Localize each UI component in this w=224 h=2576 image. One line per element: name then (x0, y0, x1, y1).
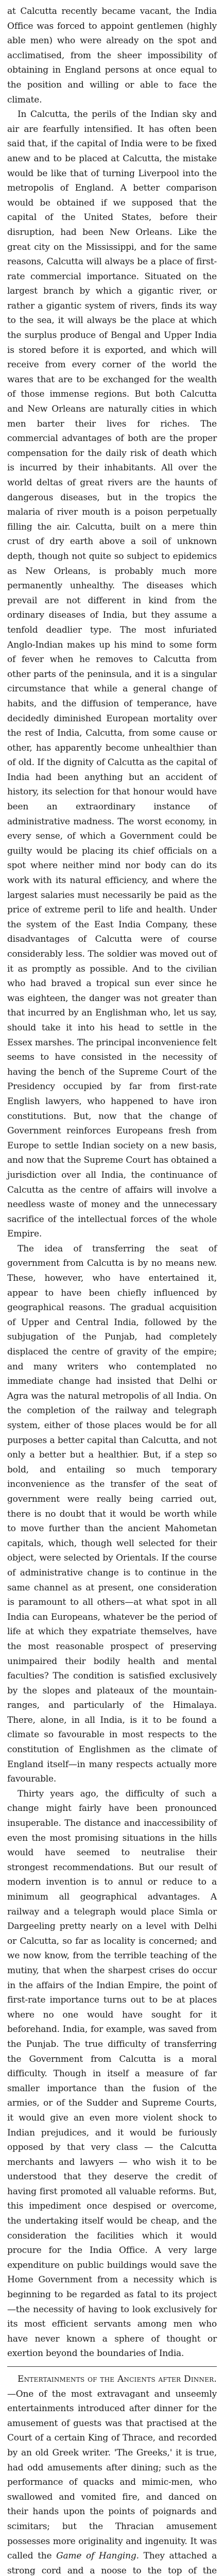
entertainments-heading: Entertainments of the Ancients after Dinner. (18, 2374, 217, 2384)
paragraph-1: at Calcutta recently became vacant, the India Office was forced to appoint gentlemen (highly able men) who were already on the spot and acclimatised, from the sheer impossibility of obtaining in England persons at once equal to the position and willing or able to face the climate. (7, 6, 217, 105)
paragraph-3: The idea of transferring the seat of government from Calcutta is by no means new. These, however, who have entertained it, appear to have been chiefly influenced by geographical reasons. The gradual acquisition of Upper and Central India, followed by the subjugation of the Punjab, had completely displaced the centre of gravity of the empire; and many writers who contemplated no immediate change had insisted that Delhi or Agra was the natural metropolis of all India. On the completion of the railway and telegraph system, either of those places would be for all purposes a better capital than Calcutta, and not only a better but a healthier. But, if a step so bold, and entailing so much temporary inconvenience as the transfer of the seat of government were really being carried out, there is no doubt that it would be worth while to move further than the ancient Mahometan capitals, which, though well selected for their object, were selected by Orientals. If the course of administrative change is to continue in the same channel as at present, one consideration is paramount to all others—at what spot in all India can Europeans, whatever be the period of life at which they expatriate themselves, have the most reasonable prospect of preserving unimpaired their bodily health and mental faculties? The condition is satisfied exclusively by the slopes and plateaux of the mountain-ranges, and particularly of the Himalaya. There, alone, in all India, is it to be found a climate so favourable in most respects to the constitution of Englishmen as the climate of England itself—in many respects actually more favourable. (7, 1243, 217, 1785)
entertainments-paragraph (7, 2372, 217, 2576)
paragraph-4: Thirty years ago, the difficulty of such a change might fairly have been pronounced insuperable. The distance and inaccessibility of even the most promising situations in the hills would have seemed to neutralise their strongest recommendations. But our result of modern invention is to annul or reduce to a minimum all geographical advantages. A railway and a telegraph would place Simla or Dargeeling pretty nearly on a level with Delhi or Calcutta, so far as locality is concerned; and we now know, from the terrible teaching of the mutiny, that when the sharpest crises do occur in the affairs of the Indian Empire, the point of first-rate importance turns out to be at places where no one would have sought for it beforehand. India, for example, was saved from the Punjab. The true difficulty of transferring the Government from Calcutta is a moral difficulty. Though in itself a measure of far smaller importance than the fusion of the armies, or of the Sudder and Supreme Courts, it would give an even more violent shock to Indian prejudices, and it would be furiously opposed by that very class — the Calcutta merchants and lawyers — who wish it to be understood that they deserve the credit of having first promoted all valuable reforms. But, this impediment once despised or overcome, the undertaking itself would be cheap, and the consideration the facilities which it would procure for the India Office. A very large expenditure on public buildings would save the Home Government from a necessity which is beginning to be regarded as fatal to its project—the necessity of having to look exclusively for its most efficient servants among men who have never known a sphere of thought or exertion beyond the boundaries of India. (7, 1788, 217, 2359)
entertainments-text-a: —One of the most extravagant and unseemly entertainments introduced after dinner for the amusement of guests was that practised at the Court of a certain King of Thrace, and recorded by an old Greek writer. 'The Greeks,' it is true, had odd amusements after dining; such as the performance of quacks and mimic-men, who swallowed and vomited fire, and danced on their hands upon the points of poignards and scimitars; but the Thracian amusement possesses more originality and ingenuity. It was called the (7, 2388, 217, 2562)
article-body (7, 4, 217, 2576)
entertainments-text-b: They attached a strong cord and a noose to the top of the (7, 2551, 217, 2576)
section-divider (7, 2366, 217, 2367)
paragraph-2: In Calcutta, the perils of the Indian sky and air are fearfully intensified. It has often been said that, if the capital of India were to be fixed anew and to be placed at Calcutta, the mistake would be like that of turning Liverpool into the metropolis of England. A better comparison would be obtained if we supposed that the capital of the United States, before their disruption, had been New Orleans. Like the great city on the Mississippi, and for the same reasons, Calcutta will always be a place of first-rate commercial importance. Situated on the largest branch by which a gigantic river, or rather a gigantic system of rivers, finds its way to the sea, it will always be the place at which the surplus produce of Bengal and Upper India is stored before it is exported, and which will receive from every corner of the world the wares that are to be exchanged for the wealth of those immense regions. But both Calcutta and New Orleans are naturally cities in which men barter their lives for riches. The commercial advantages of both are the proper compensation for the daily risk of death which is incurred by their inhabitants. All over the world deltas of great rivers are the haunts of dangerous diseases, but in the tropics the malaria of river mouth is a poison perpetually filling the air. Calcutta, built on a mere thin crust of dry earth above a soil of unknown depth, though not quite so subject to epidemics as New Orleans, is probably much more permanently unhealthy. The diseases which prevail are not different in kind from the ordinary diseases of India, but they assume a tenfold deadlier type. The most infuriated Anglo-Indian makes up his mind to some form of fever when he removes to Calcutta from other parts of the peninsula, and it is a singular circumstance that while a general change of habits, and the diffusion of temperance, have decidedly diminished European mortality over the rest of India, Calcutta, from some cause or other, has apparently become unhealthier than of old. If the dignity of Calcutta as the capital of India had been anything but an accident of history, its selection for that honour would have been an extraordinary instance of administrative madness. The worst economy, in every sense, of which a Government could be guilty would be placing its chief officials on a spot where neither mind nor body can do its work with its natural efficiency, and where the largest salaries must necessarily be paid as the price of extreme peril to life and health. Under the system of the East India Company, these disadvantages of Calcutta were of course considerably less. The soldier was moved out of it as promptly as possible. And to the civilian who had braved a tropical sun ever since he was eighteen, the danger was not greater than that incurred by an Englishman who, let us say, should take it into his head to settle in the Essex marshes. The principal inconvenience felt seems to have consisted in the necessity of having the bench of the Supreme Court of the Presidency occupied by far from first-rate English lawyers, who happened to have iron constitutions. But, now that the change of Government reinforces Europeans fresh from Europe to settle Indian society on a new basis, and now that the Supreme Court has obtained a jurisdiction over all India, the continuance of Calcutta as the centre of affairs will involve a needless waste of money and the unnecessary sacrifice of the intellectual forces of the whole Empire. (7, 109, 217, 1240)
game-name: Game of Hanging. (56, 2551, 139, 2562)
